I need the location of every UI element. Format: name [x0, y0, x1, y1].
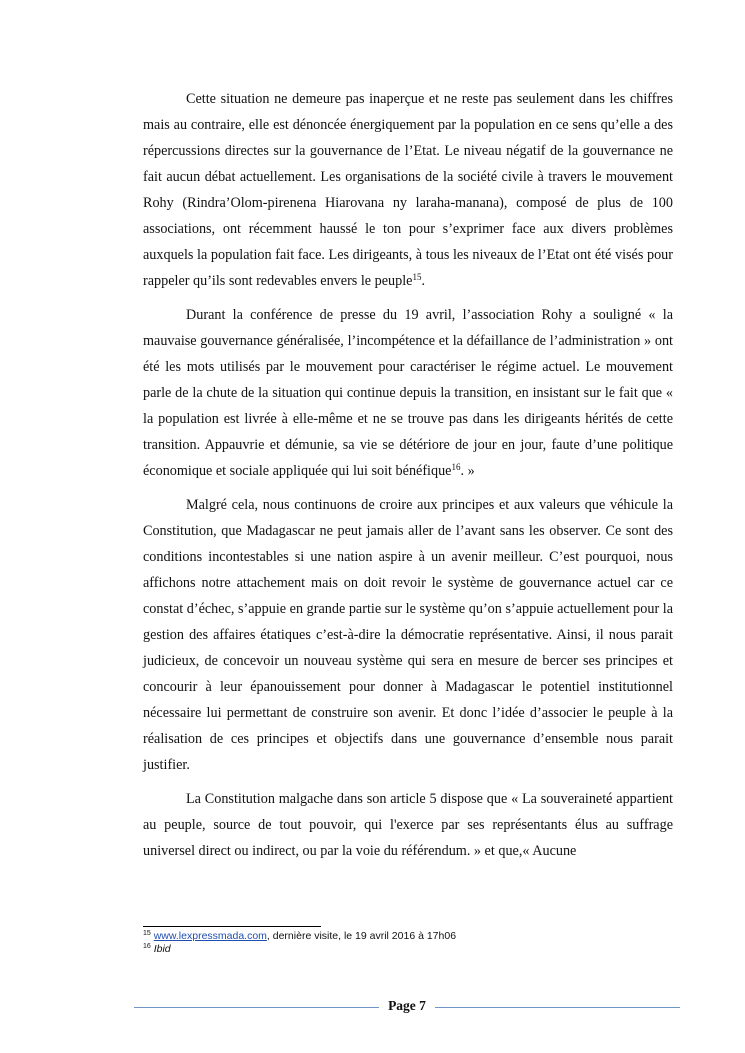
footnote-link[interactable]: www.lexpressmada.com: [153, 930, 267, 942]
footnote-text: Ibid: [153, 943, 171, 955]
footer-rule-left: [134, 1007, 379, 1008]
paragraph-tail: . »: [460, 463, 475, 479]
footnotes: [143, 930, 673, 956]
paragraph-text: La Constitution malgache dans son article 5 dispose que « La souveraineté appartient au peuple, source de tout pouvoir, qui l'exerce par ses représentants élus au suffrage universel direct ou indirect, ou par la voie du référendum. » et que,« Aucune: [143, 791, 673, 859]
footnote-number: 15: [143, 930, 151, 937]
paragraph-1: [143, 86, 673, 294]
page-number: Page 7: [388, 998, 426, 1013]
footnote-ref[interactable]: 15: [412, 272, 422, 282]
paragraph-text: Cette situation ne demeure pas inaperçue et ne reste pas seulement dans les chiffres mais au contraire, elle est dénoncée énergiquement par la population en ce sens qu’elle a des répercussions directes sur la gouvernance de l’Etat. Le niveau négatif de la gouvernance ne fait aucun débat actuellement. Les organisations de la société civile à travers le mouvement Rohy (Rindra’Olom-pirenena Hiarovana ny laraha-manana), composé de plus de 100 associations, ont récemment haussé le ton pour s’exprimer face aux divers problèmes auxquels la population fait face. Les dirigeants, à tous les niveaux de l’Etat ont été visés pour rappeler qu’ils sont redevables envers le peuple: [143, 91, 673, 289]
footer-rule-right: [435, 1007, 680, 1008]
paragraph-text: Durant la conférence de presse du 19 avril, l’association Rohy a souligné « la mauvaise gouvernance généralisée, l’incompétence et la défaillance de l’administration » ont été les mots utilisés par le mouvement pour caractériser le régime actuel. Le mouvement parle de la chute de la situation qui continue depuis la transition, en insistant sur le fait que « la population est livrée à elle-même et ne se trouve pas dans les dirigeants hérités de cette transition. Appauvrie et démunie, sa vie se détériore de jour en jour, faute d’une politique économique et sociale appliquée qui lui soit bénéfique: [143, 307, 673, 479]
paragraph-tail: .: [421, 273, 426, 289]
paragraph-text: Malgré cela, nous continuons de croire aux principes et aux valeurs que véhicule la Constitution, que Madagascar ne peut jamais aller de l’avant sans les observer. Ce sont des conditions incontestables si une nation aspire à un avenir meilleur. C’est pourquoi, nous affichons notre attachement mais on doit revoir le système de gouvernance actuel car ce constat d’échec, s’appuie en grande partie sur le système qu’on s’appuie actuellement pour la gestion des affaires étatiques c’est-à-dire la démocratie représentative. Ainsi, il nous parait judicieux, de concevoir un nouveau système qui sera en mesure de bercer ses principes et concourir à leur épanouissement pour donner à Madagascar le potentiel institutionnel nécessaire lui permettant de construire son avenir. Et donc l’idée d’associer le peuple à la réalisation de ces principes et objectifs dans une gouvernance d’ensemble nous parait justifier.: [143, 497, 673, 773]
footnote-ref[interactable]: 16: [451, 462, 461, 472]
paragraph-3: [143, 492, 673, 778]
footnote-number: 16: [143, 943, 151, 950]
paragraph-4: [143, 786, 673, 864]
paragraph-2: [143, 302, 673, 484]
footnote-15: [143, 930, 673, 943]
footnote-separator: [143, 926, 321, 927]
body-text: [143, 86, 673, 872]
footnote-16: [143, 943, 673, 956]
footnote-text: , dernière visite, le 19 avril 2016 à 17h06: [266, 930, 457, 942]
